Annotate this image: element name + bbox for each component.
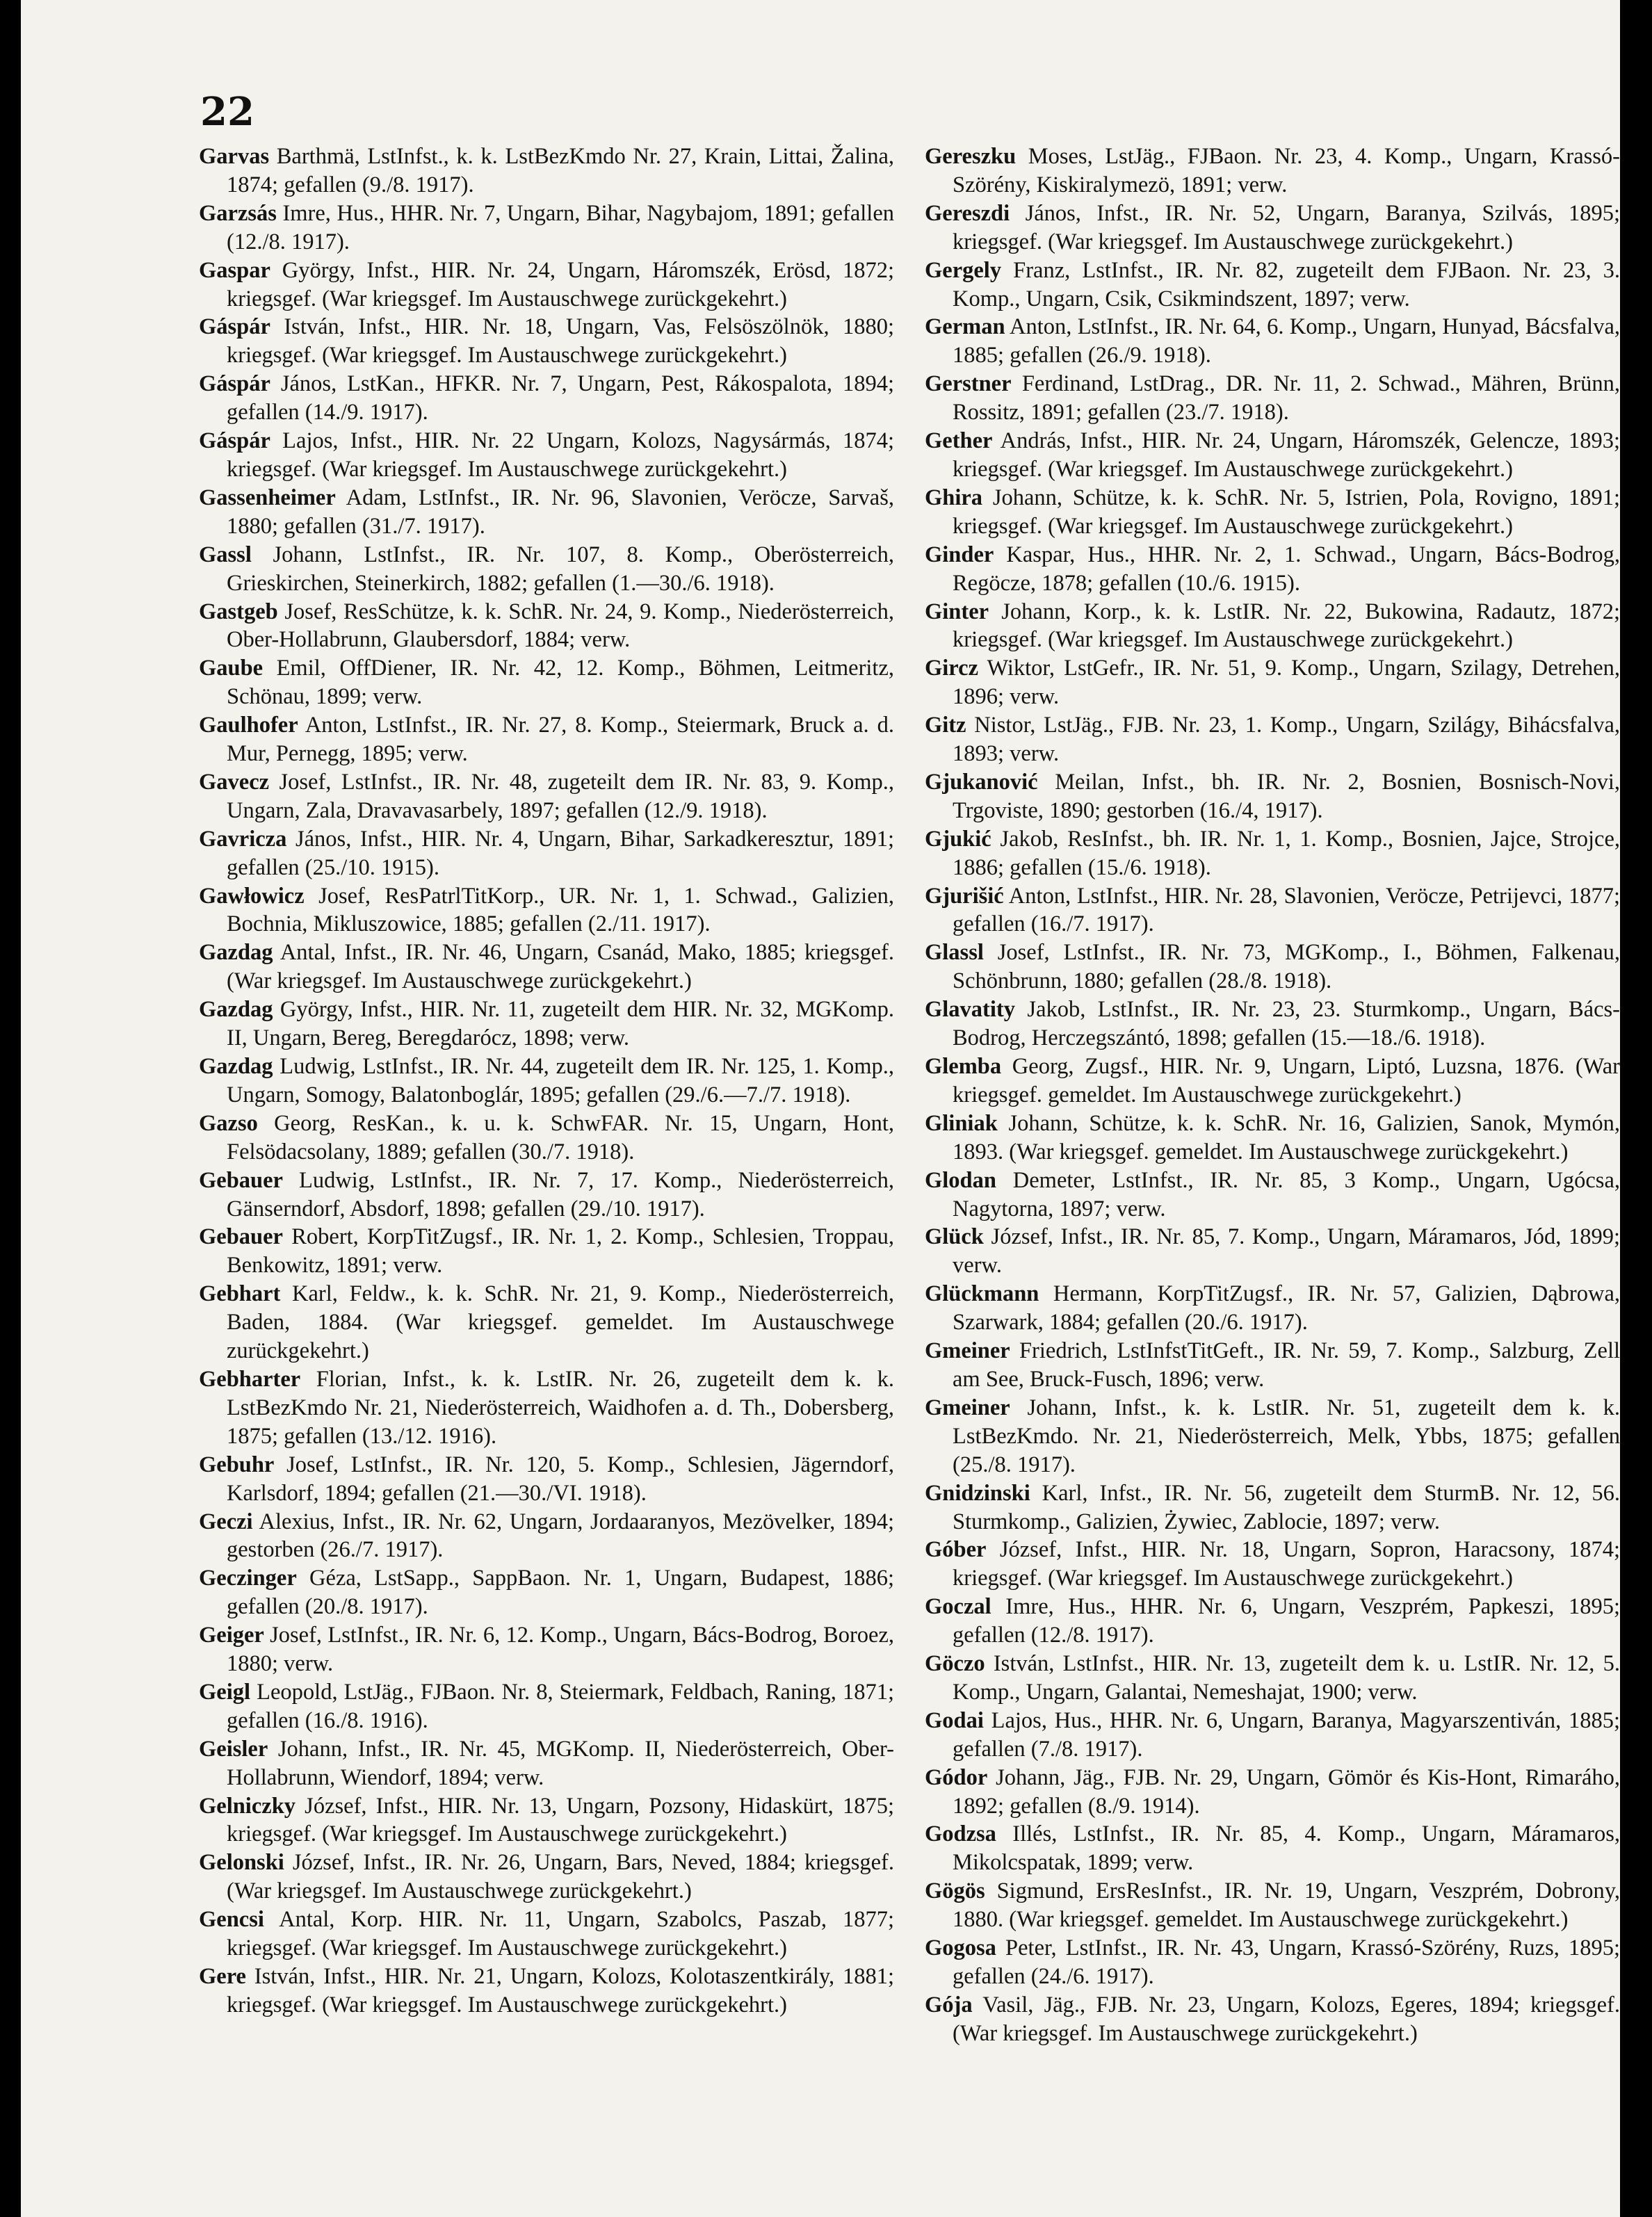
register-entry <box>199 1167 894 1224</box>
register-entry <box>199 1849 894 1906</box>
entry-surname: Gazdag <box>199 940 273 966</box>
entry-surname: Gazso <box>199 1110 258 1136</box>
entry-details: Imre, Hus., HHR. Nr. 7, Ungarn, Bihar, Nagybajom, 1891; gefallen (12./8. 1917). <box>227 200 894 254</box>
register-entry <box>925 1707 1620 1764</box>
entry-surname: Gjukić <box>925 826 991 852</box>
entry-surname: Gogosa <box>925 1935 996 1961</box>
register-entry <box>925 654 1620 711</box>
register-entry <box>199 598 894 655</box>
entry-details: Moses, LstJäg., FJBaon. Nr. 23, 4. Komp., Ungarn, Krassó-Szörény, Kiskiralymezö, 1891; verw. <box>953 144 1620 197</box>
register-entry <box>199 882 894 939</box>
entry-surname: Ghira <box>925 485 983 510</box>
register-entry <box>199 1110 894 1167</box>
entry-surname: Gögös <box>925 1878 985 1904</box>
entry-details: Johann, Infst., k. k. LstIR. Nr. 51, zugeteilt dem k. k. LstBezKmdo. Nr. 21, Niederösterreich, Melk, Ybbs, 1875; gefallen (25./8. 1917). <box>953 1395 1620 1477</box>
register-entry <box>925 598 1620 655</box>
entry-details: Nistor, LstJäg., FJB. Nr. 23, 1. Komp., Ungarn, Szilágy, Bihácsfalva, 1893; verw. <box>953 713 1620 767</box>
register-entry <box>925 1110 1620 1167</box>
right-column <box>925 143 1620 2048</box>
register-entry <box>925 711 1620 768</box>
register-entry <box>199 1508 894 1565</box>
entry-details: Karl, Infst., IR. Nr. 56, zugeteilt dem SturmB. Nr. 12, 56. Sturmkomp., Galizien, Żywiec, Zablocie, 1897; verw. <box>953 1480 1620 1534</box>
entry-surname: Geisler <box>199 1736 268 1762</box>
entry-surname: Gazdag <box>199 997 273 1023</box>
document-page <box>21 0 1620 2217</box>
entry-surname: Gere <box>199 1964 246 1989</box>
register-entry <box>925 1479 1620 1536</box>
register-entry <box>199 484 894 541</box>
entry-surname: Gawłowicz <box>199 883 305 909</box>
entry-surname: Gelniczky <box>199 1793 296 1819</box>
entry-surname: Gebauer <box>199 1224 283 1250</box>
entry-surname: Gaspar <box>199 257 270 283</box>
entry-surname: Gastgeb <box>199 599 278 624</box>
entry-surname: Gáspár <box>199 371 270 397</box>
entry-details: Georg, Zugsf., HIR. Nr. 9, Ungarn, Liptó, Luzsna, 1876. (War kriegsgef. gemeldet. Im Austauschwege zurückgekehrt.) <box>953 1054 1620 1107</box>
entry-details: Demeter, LstInfst., IR. Nr. 85, 3 Komp., Ungarn, Ugócsa, Nagytorna, 1897; verw. <box>953 1167 1620 1221</box>
entry-surname: Gaulhofer <box>199 713 298 738</box>
entry-surname: Godai <box>925 1707 984 1733</box>
entry-details: Imre, Hus., HHR. Nr. 6, Ungarn, Veszprém, Papkeszi, 1895; gefallen (12./8. 1917). <box>953 1594 1620 1648</box>
entry-surname: Gmeiner <box>925 1395 1010 1420</box>
entry-surname: Garvas <box>199 144 270 169</box>
register-entry <box>925 1280 1620 1337</box>
entry-details: Emil, OffDiener, IR. Nr. 42, 12. Komp., Böhmen, Leitmeritz, Schönau, 1899; verw. <box>227 656 894 710</box>
entry-surname: Gazdag <box>199 1054 273 1079</box>
entry-surname: Gerstner <box>925 371 1012 397</box>
entry-details: Josef, LstInfst., IR. Nr. 73, MGKomp., I., Böhmen, Falkenau, Schönbrunn, 1880; gefallen (28./8. 1918). <box>953 940 1620 994</box>
entry-details: Antal, Infst., IR. Nr. 46, Ungarn, Csanád, Mako, 1885; kriegsgef. (War kriegsgef. Im Austauschwege zurückgekehrt.) <box>227 940 894 994</box>
register-entry <box>925 996 1620 1053</box>
entry-details: Hermann, KorpTitZugsf., IR. Nr. 57, Galizien, Dąbrowa, Szarwark, 1884; gefallen (20./6. 1917). <box>953 1281 1620 1335</box>
entry-details: Jakob, LstInfst., IR. Nr. 23, 23. Sturmkomp., Ungarn, Bács-Bodrog, Herczegszántó, 1898; gefallen (15.—18./6. 1918). <box>953 997 1620 1051</box>
entry-details: Franz, LstInfst., IR. Nr. 82, zugeteilt dem FJBaon. Nr. 23, 3. Komp., Ungarn, Csik, Csikmindszent, 1897; verw. <box>953 257 1620 311</box>
register-entry <box>199 996 894 1053</box>
register-entry <box>925 484 1620 541</box>
entry-details: Josef, ResPatrlTitKorp., UR. Nr. 1, 1. Schwad., Galizien, Bochnia, Mikluszowice, 1885; gefallen (2./11. 1917). <box>227 883 894 937</box>
register-entry <box>925 541 1620 598</box>
entry-details: Meilan, Infst., bh. IR. Nr. 2, Bosnien, Bosnisch-Novi, Trgoviste, 1890; gestorben (16./4, 1917). <box>953 769 1620 823</box>
entry-surname: Gnidzinski <box>925 1480 1030 1506</box>
entry-surname: Goczal <box>925 1594 991 1620</box>
entry-details: Alexius, Infst., IR. Nr. 62, Ungarn, Jordaaranyos, Mezövelker, 1894; gestorben (26./7. 1917). <box>227 1509 894 1563</box>
entry-surname: Gója <box>925 1992 973 2017</box>
entry-details: György, Infst., HIR. Nr. 24, Ungarn, Háromszék, Erösd, 1872; kriegsgef. (War kriegsgef. Im Austauschwege zurückgekehrt.) <box>227 257 894 311</box>
entry-details: Ludwig, LstInfst., IR. Nr. 7, 17. Komp., Niederösterreich, Gänserndorf, Absdorf, 1898; gefallen (29./10. 1917). <box>227 1167 895 1221</box>
entry-details: József, Infst., IR. Nr. 85, 7. Komp., Ungarn, Máramaros, Jód, 1899; verw. <box>953 1224 1620 1278</box>
entry-details: Johann, Infst., IR. Nr. 45, MGKomp. II, Niederösterreich, Ober-Hollabrunn, Wiendorf, 1894; verw. <box>227 1736 895 1790</box>
register-entry <box>925 1167 1620 1224</box>
register-entry <box>199 1564 894 1621</box>
entry-details: Sigmund, ErsResInfst., IR. Nr. 19, Ungarn, Veszprém, Dobrony, 1880. (War kriegsgef. gemeldet. Im Austauschwege zurückgekehrt.) <box>953 1878 1620 1933</box>
entry-details: Ferdinand, LstDrag., DR. Nr. 11, 2. Schwad., Mähren, Brünn, Rossitz, 1891; gefallen (23./7. 1918). <box>953 371 1620 425</box>
register-entry <box>199 143 894 200</box>
entry-details: Vasil, Jäg., FJB. Nr. 23, Ungarn, Kolozs, Egeres, 1894; kriegsgef. (War kriegsgef. Im Austauschwege zurückgekehrt.) <box>953 1992 1620 2046</box>
register-entry <box>925 313 1620 370</box>
entry-details: Johann, Korp., k. k. LstIR. Nr. 22, Bukowina, Radautz, 1872; kriegsgef. (War kriegsgef. Im Austauschwege zurückgekehrt.) <box>953 599 1620 653</box>
entry-surname: Glemba <box>925 1054 1002 1079</box>
register-entry <box>925 825 1620 882</box>
entry-surname: Gereszdi <box>925 200 1010 226</box>
entry-details: Illés, LstInfst., IR. Nr. 85, 4. Komp., Ungarn, Máramaros, Mikolcspatak, 1899; verw. <box>953 1821 1620 1876</box>
entry-details: Johann, Jäg., FJB. Nr. 29, Ungarn, Gömör és Kis-Hont, Rimaráho, 1892; gefallen (8./9. 1914). <box>953 1764 1620 1819</box>
register-entry <box>199 541 894 598</box>
register-entry <box>199 1621 894 1678</box>
entry-surname: Gjurišić <box>925 883 1004 909</box>
entry-details: Jakob, ResInfst., bh. IR. Nr. 1, 1. Komp., Bosnien, Jajce, Strojce, 1886; gefallen (15./6. 1918). <box>953 826 1620 880</box>
entry-details: Karl, Feldw., k. k. SchR. Nr. 21, 9. Komp., Niederösterreich, Baden, 1884. (War kriegsgef. gemeldet. Im Austauschwege zurückgekehrt.) <box>227 1281 895 1364</box>
register-entry <box>199 825 894 882</box>
register-entry <box>925 1764 1620 1821</box>
register-entry <box>925 1536 1620 1593</box>
register-entry <box>925 1934 1620 1991</box>
register-entry <box>199 257 894 314</box>
entry-details: Josef, LstInfst., IR. Nr. 120, 5. Komp., Schlesien, Jägerndorf, Karlsdorf, 1894; gefallen (21.—30./VI. 1918). <box>227 1452 894 1506</box>
register-entry <box>925 1223 1620 1280</box>
entry-surname: Glückmann <box>925 1281 1039 1307</box>
entry-surname: Gavecz <box>199 769 270 795</box>
entry-details: Lajos, Hus., HHR. Nr. 6, Ungarn, Baranya, Magyarszentiván, 1885; gefallen (7./8. 1917). <box>953 1707 1620 1762</box>
register-entry <box>199 1963 894 2020</box>
entry-surname: Geczinger <box>199 1566 297 1591</box>
entry-details: János, LstKan., HFKR. Nr. 7, Ungarn, Pest, Rákospalota, 1894; gefallen (14./9. 1917). <box>227 371 894 425</box>
entry-details: Leopold, LstJäg., FJBaon. Nr. 8, Steiermark, Feldbach, Raning, 1871; gefallen (16./8. 1916). <box>227 1679 895 1733</box>
register-entry <box>199 1223 894 1280</box>
entry-surname: Gebuhr <box>199 1452 275 1477</box>
entry-details: János, Infst., HIR. Nr. 4, Ungarn, Bihar, Sarkadkeresztur, 1891; gefallen (25./10. 1915). <box>227 826 894 880</box>
entry-surname: Gereszku <box>925 144 1017 169</box>
entry-surname: Gebauer <box>199 1167 283 1193</box>
register-entry <box>925 1650 1620 1707</box>
entry-surname: Gmeiner <box>925 1338 1010 1364</box>
entry-surname: Ginder <box>925 542 994 567</box>
entry-surname: Glodan <box>925 1167 996 1193</box>
entry-details: Johann, Schütze, k. k. SchR. Nr. 5, Istrien, Pola, Rovigno, 1891; kriegsgef. (War kriegsgef. Im Austauschwege zurückgekehrt.) <box>953 485 1620 539</box>
entry-surname: Gliniak <box>925 1110 998 1136</box>
register-entry <box>925 1337 1620 1394</box>
entry-surname: Gebharter <box>199 1366 301 1392</box>
register-entry <box>925 370 1620 427</box>
entry-surname: Glassl <box>925 940 984 966</box>
entry-details: Barthmä, LstInfst., k. k. LstBezKmdo Nr. 27, Krain, Littai, Žalina, 1874; gefallen (9./8. 1917). <box>227 144 894 197</box>
entry-surname: Gassenheimer <box>199 485 336 510</box>
register-entry <box>925 427 1620 484</box>
entry-details: András, Infst., HIR. Nr. 24, Ungarn, Háromszék, Gelencze, 1893; kriegsgef. (War kriegsgef. Im Austauschwege zurückgekehrt.) <box>953 428 1620 482</box>
entry-details: Johann, LstInfst., IR. Nr. 107, 8. Komp., Oberösterreich, Grieskirchen, Steinerkirch, 1882; gefallen (1.—30./6. 1918). <box>227 542 894 596</box>
register-entry <box>925 257 1620 314</box>
register-entry <box>925 1877 1620 1934</box>
entry-details: István, LstInfst., HIR. Nr. 13, zugeteilt dem k. u. LstIR. Nr. 12, 5. Komp., Ungarn, Galantai, Nemeshajat, 1900; verw. <box>953 1651 1620 1705</box>
register-entry <box>199 370 894 427</box>
entry-details: Anton, LstInfst., HIR. Nr. 28, Slavonien, Veröcze, Petrijevci, 1877; gefallen (16./7. 1917). <box>953 883 1620 937</box>
entry-surname: Gáspár <box>199 314 270 340</box>
entry-details: Josef, LstInfst., IR. Nr. 48, zugeteilt dem IR. Nr. 83, 9. Komp., Ungarn, Zala, Dravavasarbely, 1897; gefallen (12./9. 1918). <box>227 769 894 823</box>
entry-surname: Gáspár <box>199 428 270 454</box>
register-entry <box>925 143 1620 200</box>
register-entry <box>925 1991 1620 2048</box>
entry-details: István, Infst., HIR. Nr. 21, Ungarn, Kolozs, Kolotaszentkirály, 1881; kriegsgef. (War kriegsgef. Im Austauschwege zurückgekehrt.) <box>227 1964 894 2017</box>
entry-surname: Gergely <box>925 257 1002 283</box>
register-entry <box>199 1280 894 1365</box>
entry-details: Josef, ResSchütze, k. k. SchR. Nr. 24, 9. Komp., Niederösterreich, Ober-Hollabrunn, Glaubersdorf, 1884; verw. <box>227 599 895 653</box>
entry-details: Kaspar, Hus., HHR. Nr. 2, 1. Schwad., Ungarn, Bács-Bodrog, Regöcze, 1878; gefallen (10./6. 1915). <box>953 542 1620 596</box>
register-entry <box>925 1593 1620 1650</box>
entry-details: József, Infst., HIR. Nr. 18, Ungarn, Sopron, Haracsony, 1874; kriegsgef. (War kriegsgef. Im Austauschwege zurückgekehrt.) <box>953 1537 1620 1591</box>
register-entry <box>199 200 894 257</box>
entry-surname: Gircz <box>925 656 978 681</box>
register-entry <box>199 1365 894 1451</box>
entry-details: Géza, LstSapp., SappBaon. Nr. 1, Ungarn, Budapest, 1886; gefallen (20./8. 1917). <box>227 1566 894 1620</box>
entry-surname: Gaube <box>199 656 264 681</box>
register-entry <box>199 1678 894 1735</box>
entry-surname: Glück <box>925 1224 984 1250</box>
entry-surname: Gassl <box>199 542 252 567</box>
register-entry <box>199 1735 894 1792</box>
register-entry <box>199 1792 894 1849</box>
entry-surname: Geczi <box>199 1509 253 1534</box>
entry-details: Anton, LstInfst., IR. Nr. 27, 8. Komp., Steiermark, Bruck a. d. Mur, Pernegg, 1895; verw. <box>227 713 894 767</box>
entry-surname: Gavricza <box>199 826 287 852</box>
entry-surname: Gebhart <box>199 1281 281 1307</box>
entry-surname: Garzsás <box>199 200 277 226</box>
register-entry <box>199 313 894 370</box>
entry-surname: Gitz <box>925 713 966 738</box>
entry-surname: Gencsi <box>199 1907 264 1933</box>
entry-surname: Gelonski <box>199 1850 284 1876</box>
register-entry <box>925 882 1620 939</box>
entry-details: Adam, LstInfst., IR. Nr. 96, Slavonien, Veröcze, Sarvaš, 1880; gefallen (31./7. 1917). <box>227 485 894 539</box>
entry-details: György, Infst., HIR. Nr. 11, zugeteilt dem HIR. Nr. 32, MGKomp. II, Ungarn, Bereg, Beregdarócz, 1898; verw. <box>227 997 895 1051</box>
entry-surname: Gether <box>925 428 993 454</box>
register-entry <box>925 939 1620 996</box>
entry-details: József, Infst., HIR. Nr. 13, Ungarn, Pozsony, Hidaskürt, 1875; kriegsgef. (War kriegsgef. Im Austauschwege zurückgekehrt.) <box>227 1793 894 1847</box>
entry-surname: Godzsa <box>925 1821 996 1847</box>
left-column <box>199 143 894 2020</box>
register-entry <box>199 427 894 484</box>
entry-surname: German <box>925 314 1005 340</box>
entry-details: Robert, KorpTitZugsf., IR. Nr. 1, 2. Komp., Schlesien, Troppau, Benkowitz, 1891; verw. <box>227 1224 894 1278</box>
entry-details: Anton, LstInfst., IR. Nr. 64, 6. Komp., Ungarn, Hunyad, Bácsfalva, 1885; gefallen (26./9. 1918). <box>953 314 1620 368</box>
entry-details: Antal, Korp. HIR. Nr. 11, Ungarn, Szabolcs, Paszab, 1877; kriegsgef. (War kriegsgef. Im Austauschwege zurückgekehrt.) <box>227 1907 894 1961</box>
entry-details: Lajos, Infst., HIR. Nr. 22 Ungarn, Kolozs, Nagysármás, 1874; kriegsgef. (War kriegsgef. Im Austauschwege zurückgekehrt.) <box>227 428 894 482</box>
entry-details: Ludwig, LstInfst., IR. Nr. 44, zugeteilt dem IR. Nr. 125, 1. Komp., Ungarn, Somogy, Balatonboglár, 1895; gefallen (29./6.—7./7. 1918). <box>227 1054 894 1107</box>
register-entry <box>199 711 894 768</box>
entry-surname: Geigl <box>199 1679 251 1705</box>
entry-details: Friedrich, LstInfstTitGeft., IR. Nr. 59, 7. Komp., Salzburg, Zell am See, Bruck-Fusch, 1896; verw. <box>953 1338 1620 1392</box>
entry-details: Johann, Schütze, k. k. SchR. Nr. 16, Galizien, Sanok, Mymón, 1893. (War kriegsgef. gemeldet. Im Austauschwege zurückgekehrt.) <box>953 1110 1620 1164</box>
page-number: 22 <box>200 89 254 135</box>
register-entry <box>199 1906 894 1963</box>
register-entry <box>199 939 894 996</box>
entry-surname: Góber <box>925 1537 987 1563</box>
entry-surname: Gjukanović <box>925 769 1038 795</box>
entry-details: Peter, LstInfst., IR. Nr. 43, Ungarn, Krassó-Szörény, Ruzs, 1895; gefallen (24./6. 1917). <box>953 1935 1620 1989</box>
entry-surname: Glavatity <box>925 997 1015 1023</box>
register-entry <box>199 768 894 825</box>
register-entry <box>925 1394 1620 1479</box>
entry-surname: Göczo <box>925 1651 985 1677</box>
register-entry <box>199 1053 894 1110</box>
entry-details: Florian, Infst., k. k. LstIR. Nr. 26, zugeteilt dem k. k. LstBezKmdo Nr. 21, Niederösterreich, Waidhofen a. d. Th., Dobersberg, 1875; gefallen (13./12. 1916). <box>227 1366 894 1449</box>
register-entry <box>199 1451 894 1508</box>
entry-details: Georg, ResKan., k. u. k. SchwFAR. Nr. 15, Ungarn, Hont, Felsödacsolany, 1889; gefallen (30./7. 1918). <box>227 1110 895 1164</box>
entry-surname: Geiger <box>199 1623 264 1648</box>
entry-details: István, Infst., HIR. Nr. 18, Ungarn, Vas, Felsöszölnök, 1880; kriegsgef. (War kriegsgef. Im Austauschwege zurückgekehrt.) <box>227 314 894 368</box>
register-entry <box>925 1053 1620 1110</box>
register-entry <box>199 654 894 711</box>
register-entry <box>925 200 1620 257</box>
register-entry <box>925 1820 1620 1877</box>
entry-details: János, Infst., IR. Nr. 52, Ungarn, Baranya, Szilvás, 1895; kriegsgef. (War kriegsgef. Im Austauschwege zurückgekehrt.) <box>953 200 1620 254</box>
register-entry <box>925 768 1620 825</box>
entry-details: Wiktor, LstGefr., IR. Nr. 51, 9. Komp., Ungarn, Szilagy, Detrehen, 1896; verw. <box>953 656 1620 710</box>
entry-details: Josef, LstInfst., IR. Nr. 6, 12. Komp., Ungarn, Bács-Bodrog, Boroez, 1880; verw. <box>227 1623 894 1677</box>
entry-surname: Gódor <box>925 1764 988 1790</box>
entry-details: József, Infst., IR. Nr. 26, Ungarn, Bars, Neved, 1884; kriegsgef. (War kriegsgef. Im Austauschwege zurückgekehrt.) <box>227 1850 895 1904</box>
entry-surname: Ginter <box>925 599 989 624</box>
